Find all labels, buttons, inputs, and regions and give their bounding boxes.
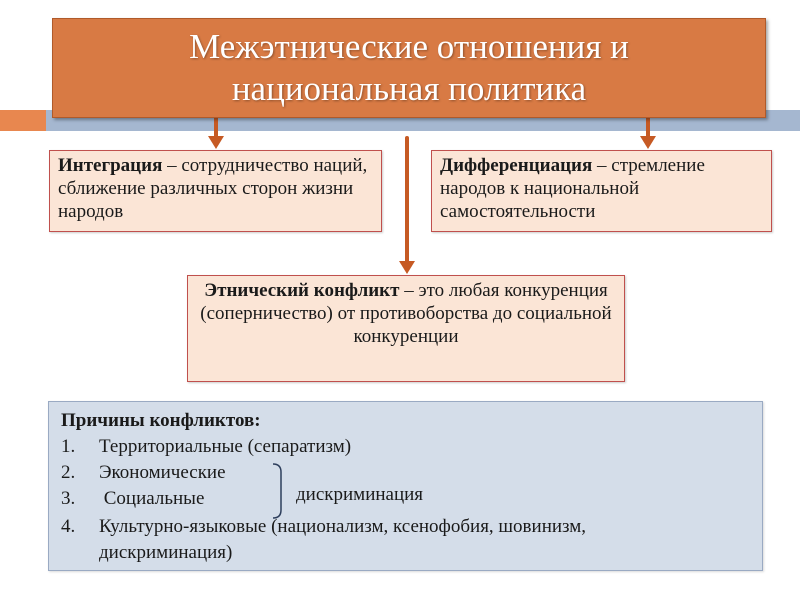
reason-item: [61, 460, 226, 486]
reason-text: Культурно-языковые (национализм, ксенофобия, шовинизм,: [99, 516, 587, 537]
reason-text: Территориальные (сепаратизм): [99, 436, 352, 457]
bracket-label: дискриминация: [296, 484, 424, 505]
arrowhead-conflict: [399, 261, 415, 274]
integration-text: – сотрудничество наций, сближение различных сторон жизни народов: [58, 155, 368, 222]
reason-text-continued: дискриминация): [99, 542, 233, 563]
differentiation-box: [431, 150, 772, 232]
title-box: [52, 18, 766, 118]
arrowhead-integration: [208, 136, 224, 149]
reason-number: 1.: [61, 436, 76, 457]
reason-item: [61, 514, 587, 563]
reason-item: [61, 486, 204, 512]
differentiation-text: – стремление народов к национальной самостоятельности: [440, 155, 705, 222]
ethnic-conflict-box: [187, 275, 625, 382]
reason-text: Социальные: [99, 488, 205, 509]
reason-text: Экономические: [99, 462, 226, 483]
integration-term: Интеграция: [58, 155, 163, 176]
conflict-reasons-box: [48, 401, 763, 571]
differentiation-term: Дифференциация: [440, 155, 593, 176]
reason-number: 2.: [61, 462, 76, 483]
ethnic-conflict-text: – это любая конкуренция (соперничество) от противоборства до социальной конкуренции: [200, 280, 612, 347]
arrowhead-differentiation: [640, 136, 656, 149]
reason-item: [61, 434, 351, 460]
reason-number: 3.: [61, 488, 76, 509]
page-title: Межэтнические отношения и национальная политика: [189, 27, 629, 108]
reasons-title: Причины конфликтов:: [61, 410, 261, 431]
ethnic-conflict-term: Этнический конфликт: [204, 280, 400, 301]
integration-box: [49, 150, 382, 232]
reason-number: 4.: [61, 516, 76, 537]
